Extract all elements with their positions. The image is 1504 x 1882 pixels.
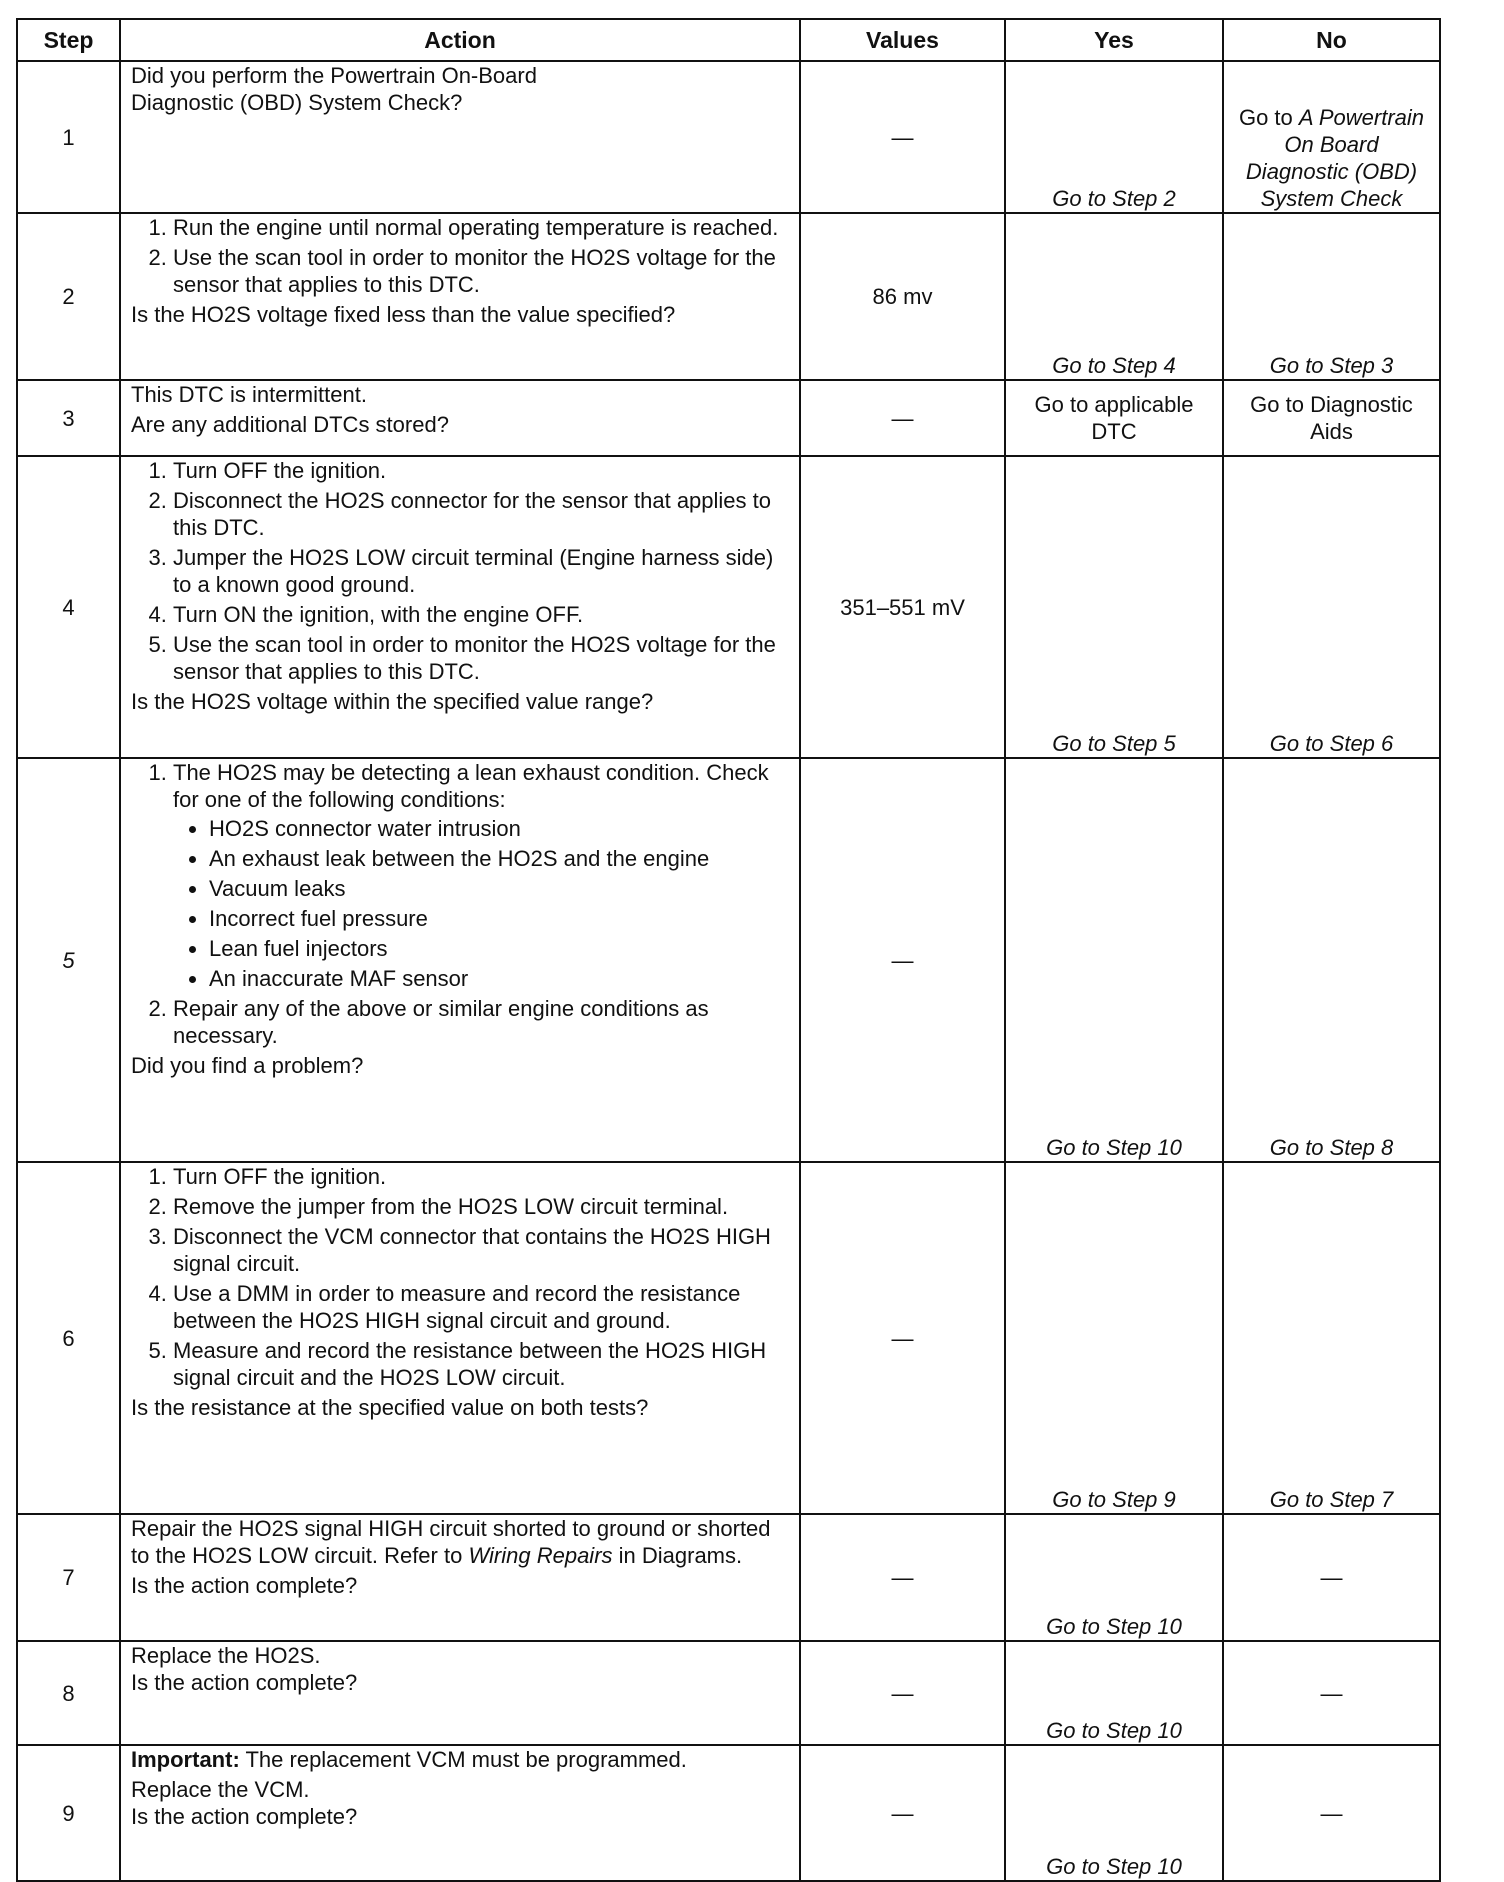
action-question: Is the HO2S voltage fixed less than the value specified? (131, 302, 676, 327)
action-step: 4. Use a DMM in order to measure and record the resistance between the HO2S HIGH signal circuit and ground. (173, 1280, 789, 1334)
action-step: 1. Turn OFF the ignition. (173, 1163, 789, 1190)
no-cell: — (1223, 1641, 1440, 1745)
value-cell: 86 mv (800, 213, 1005, 380)
table-row (17, 1641, 1440, 1745)
action-question: Is the HO2S voltage within the specified value range? (131, 689, 654, 714)
table-row (17, 213, 1440, 380)
yes-cell: Go to Step 2 (1005, 61, 1223, 213)
action-steps (131, 759, 789, 1049)
header-values: Values (800, 19, 1005, 61)
diagnostic-table (16, 18, 1441, 1882)
table-row (17, 380, 1440, 456)
table-row (17, 456, 1440, 758)
no-cell: — (1223, 1514, 1440, 1641)
value-cell: — (800, 380, 1005, 456)
step-number: 8 (17, 1641, 120, 1745)
action-question: Is the action complete? (131, 1804, 358, 1829)
action-step: 5. Measure and record the resistance between the HO2S HIGH signal circuit and the HO2S LOW circuit. (173, 1337, 789, 1391)
no-prefix: Go to (1238, 105, 1299, 130)
step-number: 7 (17, 1514, 120, 1641)
step-number: 3 (17, 380, 120, 456)
yes-cell: Go to Step 10 (1005, 758, 1223, 1162)
table-row (17, 61, 1440, 213)
condition-item: • Incorrect fuel pressure (209, 905, 789, 932)
table-row (17, 758, 1440, 1162)
header-yes: Yes (1005, 19, 1223, 61)
condition-list (173, 815, 789, 992)
action-step: 1. Run the engine until normal operating temperature is reached. (173, 214, 789, 241)
action-text-part: in Diagrams. (612, 1543, 743, 1568)
action-step (173, 759, 789, 992)
step-number: 5 (17, 758, 120, 1162)
value-cell: — (800, 1514, 1005, 1641)
condition-item: • Lean fuel injectors (209, 935, 789, 962)
action-text (131, 1515, 789, 1569)
value-cell: 351–551 mV (800, 456, 1005, 758)
no-cell: Go to Diagnostic Aids (1223, 380, 1440, 456)
step-number: 9 (17, 1745, 120, 1881)
no-cell: Go to Step 8 (1223, 758, 1440, 1162)
value-cell: — (800, 1641, 1005, 1745)
action-text-part: Repair the HO2S signal HIGH circuit shorted to ground or shorted to the HO2S LOW circuit. Refer to (131, 1516, 771, 1568)
step-number: 4 (17, 456, 120, 758)
action-question: Did you find a problem? (131, 1053, 364, 1078)
no-cell (1223, 61, 1440, 213)
action-cell (120, 1641, 800, 1745)
action-step: 1. Turn OFF the ignition. (173, 457, 789, 484)
value-cell: — (800, 1745, 1005, 1881)
action-cell (120, 1745, 800, 1881)
action-step-text: The HO2S may be detecting a lean exhaust condition. Check for one of the following conditions: (173, 760, 769, 812)
action-cell (120, 1162, 800, 1514)
yes-cell: Go to Step 5 (1005, 456, 1223, 758)
no-cell: — (1223, 1745, 1440, 1881)
value-cell: — (800, 758, 1005, 1162)
action-step: 2. Use the scan tool in order to monitor the HO2S voltage for the sensor that applies to this DTC. (173, 244, 789, 298)
action-steps (131, 457, 789, 685)
yes-cell: Go to Step 10 (1005, 1641, 1223, 1745)
condition-item: • An inaccurate MAF sensor (209, 965, 789, 992)
yes-cell: Go to applicable DTC (1005, 380, 1223, 456)
action-text: Replace the VCM. (131, 1777, 310, 1802)
action-cell (120, 1514, 800, 1641)
yes-cell: Go to Step 4 (1005, 213, 1223, 380)
table-row (17, 1745, 1440, 1881)
condition-item: • Vacuum leaks (209, 875, 789, 902)
value-cell: — (800, 61, 1005, 213)
important-label: Important: (131, 1747, 240, 1772)
header-action: Action (120, 19, 800, 61)
important-text: The replacement VCM must be programmed. (239, 1747, 687, 1772)
action-step: 3. Jumper the HO2S LOW circuit terminal (Engine harness side) to a known good ground. (173, 544, 789, 598)
condition-item: • HO2S connector water intrusion (209, 815, 789, 842)
yes-cell: Go to Step 9 (1005, 1162, 1223, 1514)
action-steps (131, 214, 789, 298)
action-steps (131, 1163, 789, 1391)
yes-cell: Go to Step 10 (1005, 1514, 1223, 1641)
action-text: This DTC is intermittent. (131, 382, 367, 407)
action-text: Did you perform the Powertrain On-Board (131, 63, 537, 88)
diagnostic-table-sheet (16, 18, 1439, 1879)
action-question: Is the resistance at the specified value on both tests? (131, 1395, 649, 1420)
action-step: 2. Remove the jumper from the HO2S LOW circuit terminal. (173, 1193, 789, 1220)
action-question: Are any additional DTCs stored? (131, 412, 449, 437)
action-step: 5. Use the scan tool in order to monitor the HO2S voltage for the sensor that applies to this DTC. (173, 631, 789, 685)
header-no: No (1223, 19, 1440, 61)
header-row (17, 19, 1440, 61)
action-cell (120, 758, 800, 1162)
action-step: 4. Turn ON the ignition, with the engine OFF. (173, 601, 789, 628)
action-question: Is the action complete? (131, 1670, 358, 1695)
no-reference: A Powertrain On Board Diagnostic (OBD) System Check (1245, 105, 1425, 211)
action-step: 2. Disconnect the HO2S connector for the sensor that applies to this DTC. (173, 487, 789, 541)
action-question: Is the action complete? (131, 1573, 358, 1598)
table-row (17, 1162, 1440, 1514)
action-cell (120, 61, 800, 213)
action-step: 2. Repair any of the above or similar engine conditions as necessary. (173, 995, 789, 1049)
action-step: 3. Disconnect the VCM connector that contains the HO2S HIGH signal circuit. (173, 1223, 789, 1277)
action-cell (120, 380, 800, 456)
action-cell (120, 456, 800, 758)
action-text: Diagnostic (OBD) System Check? (131, 90, 463, 115)
action-text: Replace the HO2S. (131, 1643, 321, 1668)
header-step: Step (17, 19, 120, 61)
no-cell: Go to Step 7 (1223, 1162, 1440, 1514)
no-cell: Go to Step 3 (1223, 213, 1440, 380)
step-number: 2 (17, 213, 120, 380)
value-cell: — (800, 1162, 1005, 1514)
step-number: 6 (17, 1162, 120, 1514)
important-note (131, 1746, 789, 1773)
table-row (17, 1514, 1440, 1641)
condition-item: • An exhaust leak between the HO2S and the engine (209, 845, 789, 872)
action-cell (120, 213, 800, 380)
wiring-repairs-reference: Wiring Repairs (468, 1543, 613, 1568)
no-cell: Go to Step 6 (1223, 456, 1440, 758)
step-number: 1 (17, 61, 120, 213)
yes-cell: Go to Step 10 (1005, 1745, 1223, 1881)
